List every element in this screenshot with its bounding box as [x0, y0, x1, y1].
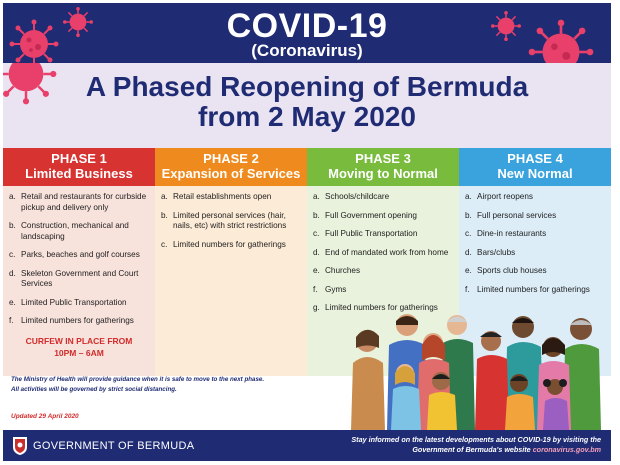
person-figure: [351, 330, 385, 430]
phase-number: PHASE 4: [507, 151, 563, 166]
poster: [3, 3, 611, 461]
list-item: d. Skeleton Government and Court Services: [9, 268, 139, 288]
list-item: a. Schools/childcare: [313, 192, 390, 201]
list-item: d. End of mandated work from home: [313, 247, 449, 257]
phase-3-header: [307, 148, 459, 186]
government-crest-icon: [12, 436, 28, 456]
list-item: c. Parks, beaches and golf courses: [9, 250, 140, 259]
phase-2-header: [155, 148, 307, 186]
website-link[interactable]: coronavirus.gov.bm: [532, 445, 601, 454]
phase-number: PHASE 3: [355, 151, 411, 166]
list-item: b. Full personal services: [465, 210, 557, 220]
list-item: f. Gyms: [313, 284, 347, 294]
guidance-note: The Ministry of Health will provide guidance when it is safe to move to the next phase.: [11, 376, 265, 383]
headline: [3, 72, 611, 132]
phase-number: PHASE 1: [51, 151, 107, 166]
list-item: c. Dine-in restaurants: [465, 229, 547, 238]
person-figure: [475, 331, 509, 430]
headline-line-1: A Phased Reopening of Bermuda: [85, 71, 529, 102]
list-item: b. Construction, mechanical and landscaping: [9, 221, 129, 241]
poster-subtitle: (Coronavirus): [251, 41, 363, 60]
list-item: d. Bars/clubs: [465, 247, 516, 257]
phase-name: Expansion of Services: [161, 166, 301, 181]
headline-band: [3, 63, 611, 148]
list-item: e. Churches: [313, 266, 361, 275]
government-name: GOVERNMENT OF BERMUDA: [33, 440, 195, 452]
updated-date: Updated 29 April 2020: [11, 413, 79, 420]
list-item: a. Retail establishments open: [161, 192, 272, 201]
phase-name: New Normal: [497, 166, 573, 181]
footer-banner: [3, 430, 611, 461]
list-item: c. Full Public Transportation: [313, 229, 418, 238]
phase-name: Limited Business: [25, 166, 133, 181]
list-item: f. Limited numbers for gatherings: [9, 316, 134, 325]
list-item: c. Limited numbers for gatherings: [161, 239, 286, 249]
list-item: g. Limited numbers for gatherings: [313, 303, 438, 312]
phase-4-header: [459, 148, 611, 186]
list-item: f. Limited numbers for gatherings: [465, 284, 590, 294]
phase-number: PHASE 2: [203, 151, 259, 166]
list-item: a. Airport reopens: [465, 192, 533, 201]
stay-informed-message: Stay informed on the latest developments about COVID-19 by visiting the Government of Bermuda's website coronavirus.gov.bm: [351, 435, 601, 454]
distancing-note: All activities will be governed by strict social distancing.: [11, 386, 177, 393]
phase-1-column: [3, 186, 155, 376]
list-item: a. Retail and restaurants for curbside pickup and delivery only: [9, 192, 147, 212]
curfew-notice: CURFEW IN PLACE FROM 10PM – 6AM: [25, 335, 133, 358]
list-item: e. Limited Public Transportation: [9, 297, 127, 307]
people-illustration: [349, 303, 611, 430]
headline-line-2: from 2 May 2020: [198, 101, 416, 132]
list-item: b. Limited personal services (hair, nails, etc) with strict restrictions: [161, 210, 287, 230]
list-item: b. Full Government opening: [313, 210, 417, 220]
poster-title: COVID-19: [226, 7, 388, 45]
phase-1-header: [3, 148, 155, 186]
list-item: e. Sports club houses: [465, 266, 547, 275]
phase-2-column: [155, 186, 307, 376]
phase-name: Moving to Normal: [328, 166, 438, 181]
header-banner: [3, 3, 611, 63]
